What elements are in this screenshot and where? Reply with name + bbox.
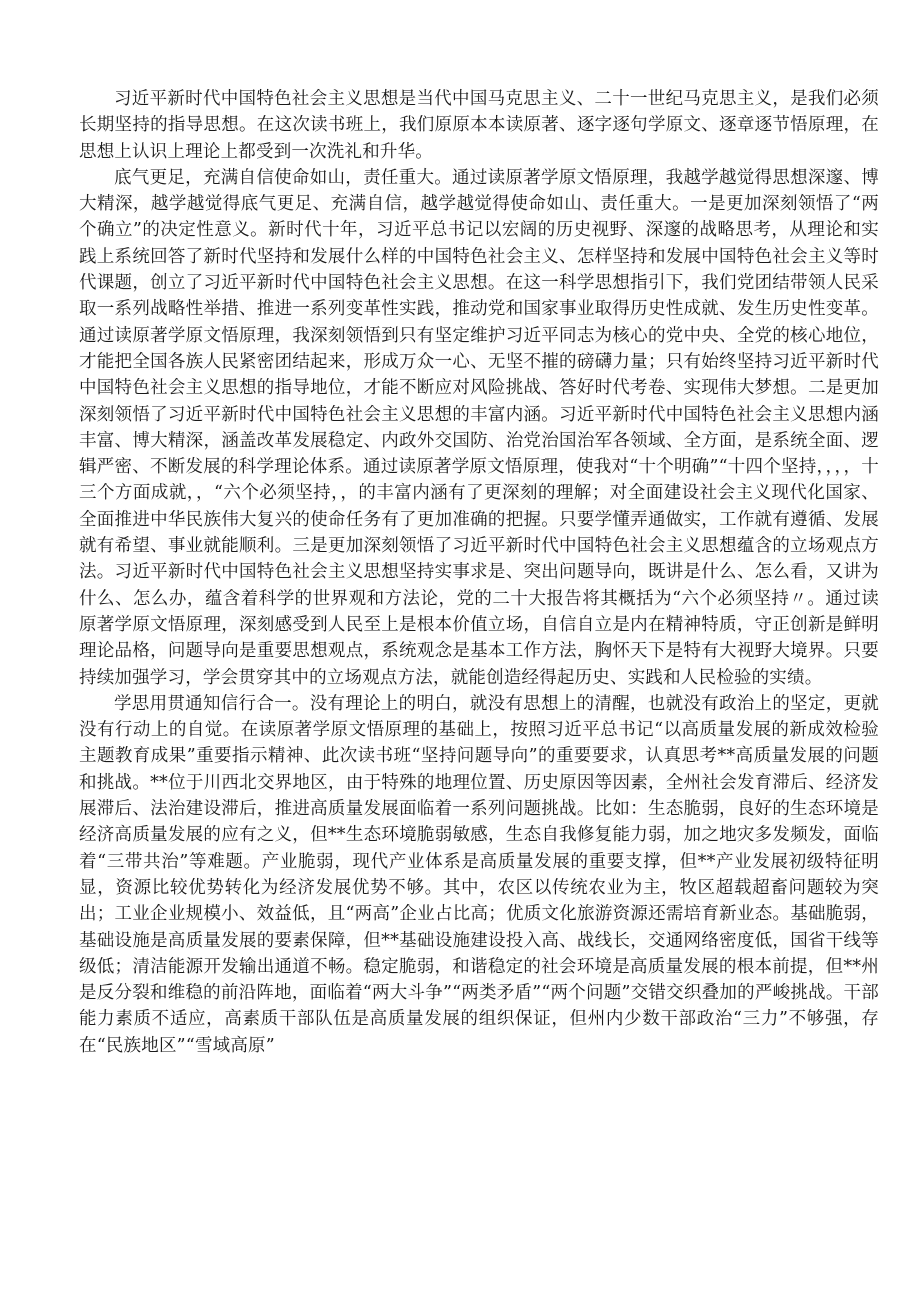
- paragraph-intro: 习近平新时代中国特色社会主义思想是当代中国马克思主义、二十一世纪马克思主义，是我们必须长期坚持的指导思想。在这次读书班上，我们原原本本读原著、逐字逐句学原文、逐章逐节悟原理，在思想上认识上理论上都受到一次洗礼和升华。: [79, 89, 879, 162]
- document-body: [79, 86, 879, 1059]
- paragraph-practice: 学思用贯通知信行合一。没有理论上的明白，就没有思想上的清醒，也就没有政治上的坚定，更就没有行动上的自觉。在读原著学原文悟原理的基础上，按照习近平总书记“以高质量发展的新成效检验主题教育成果”重要指示精神、此次读书班“坚持问题导向”的重要要求，认真思考**高质量发展的问题和挑战。**位于川西北交界地区，由于特殊的地理位置、历史原因等因素，全州社会发育滞后、经济发展滞后、法治建设滞后，推进高质量发展面临着一系列问题挑战。比如：生态脆弱，良好的生态环境是经济高质量发展的应有之义，但**生态环境脆弱敏感，生态自我修复能力弱，加之地灾多发频发，面临着“三带共治”等难题。产业脆弱，现代产业体系是高质量发展的重要支撑，但**产业发展初级特征明显，资源比较优势转化为经济发展优势不够。其中，农区以传统农业为主，牧区超载超畜问题较为突出；工业企业规模小、效益低，且“两高”企业占比高；优质文化旅游资源还需培育新业态。基础脆弱，基础设施是高质量发展的要素保障，但**基础设施建设投入高、战线长，交通网络密度低，国省干线等级低；清洁能源开发输出通道不畅。稳定脆弱，和谐稳定的社会环境是高质量发展的根本前提，但**州是反分裂和维稳的前沿阵地，面临着“两大斗争”“两类矛盾”“两个问题”交错交织叠加的严峻挑战。干部能力素质不适应，高素质干部队伍是高质量发展的组织保证，但州内少数干部政治“三力”不够强，存在“民族地区”“雪域高原”: [79, 693, 879, 1056]
- paragraph-confidence: 底气更足，充满自信使命如山，责任重大。通过读原著学原文悟原理，我越学越觉得思想深邃、博大精深，越学越觉得底气更足、充满自信，越学越觉得使命如山、责任重大。一是更加深刻领悟了“两个确立”的决定性意义。新时代十年，习近平总书记以宏阔的历史视野、深邃的战略思考，从理论和实践上系统回答了新时代坚持和发展什么样的中国特色社会主义、怎样坚持和发展中国特色社会主义等时代课题，创立了习近平新时代中国特色社会主义思想。在这一科学思想指引下，我们党团结带领人民采取一系列战略性举措、推进一系列变革性实践，推动党和国家事业取得历史性成就、发生历史性变革。通过读原著学原文悟原理，我深刻领悟到只有坚定维护习近平同志为核心的党中央、全党的核心地位，才能把全国各族人民紧密团结起来，形成万众一心、无坚不摧的磅礴力量；只有始终坚持习近平新时代中国特色社会主义思想的指导地位，才能不断应对风险挑战、答好时代考卷、实现伟大梦想。二是更加深刻领悟了习近平新时代中国特色社会主义思想的丰富内涵。习近平新时代中国特色社会主义思想内涵丰富、博大精深，涵盖改革发展稳定、内政外交国防、治党治国治军各领域、全方面，是系统全面、逻辑严密、不断发展的科学理论体系。通过读原著学原文悟原理，使我对“十个明确”“十四个坚持，，，，十三个方面成就，，“六个必须坚持，，的丰富内涵有了更深刻的理解；对全面建设社会主义现代化国家、全面推进中华民族伟大复兴的使命任务有了更加准确的把握。只要学懂弄通做实，工作就有遵循、发展就有希望、事业就能顺利。三是更加深刻领悟了习近平新时代中国特色社会主义思想蕴含的立场观点方法。习近平新时代中国特色社会主义思想坚持实事求是、突出问题导向，既讲是什么、怎么看，又讲为什么、怎么办，蕴含着科学的世界观和方法论，党的二十大报告将其概括为“六个必须坚持〃。通过读原著学原文悟原理，深刻感受到人民至上是根本价值立场，自信自立是内在精神特质，守正创新是鲜明理论品格，问题导向是重要思想观点，系统观念是基本工作方法，胸怀天下是特有大视野大境界。只要持续加强学习，学会贯穿其中的立场观点方法，就能创造经得起历史、实践和人民检验的实绩。: [79, 167, 879, 688]
